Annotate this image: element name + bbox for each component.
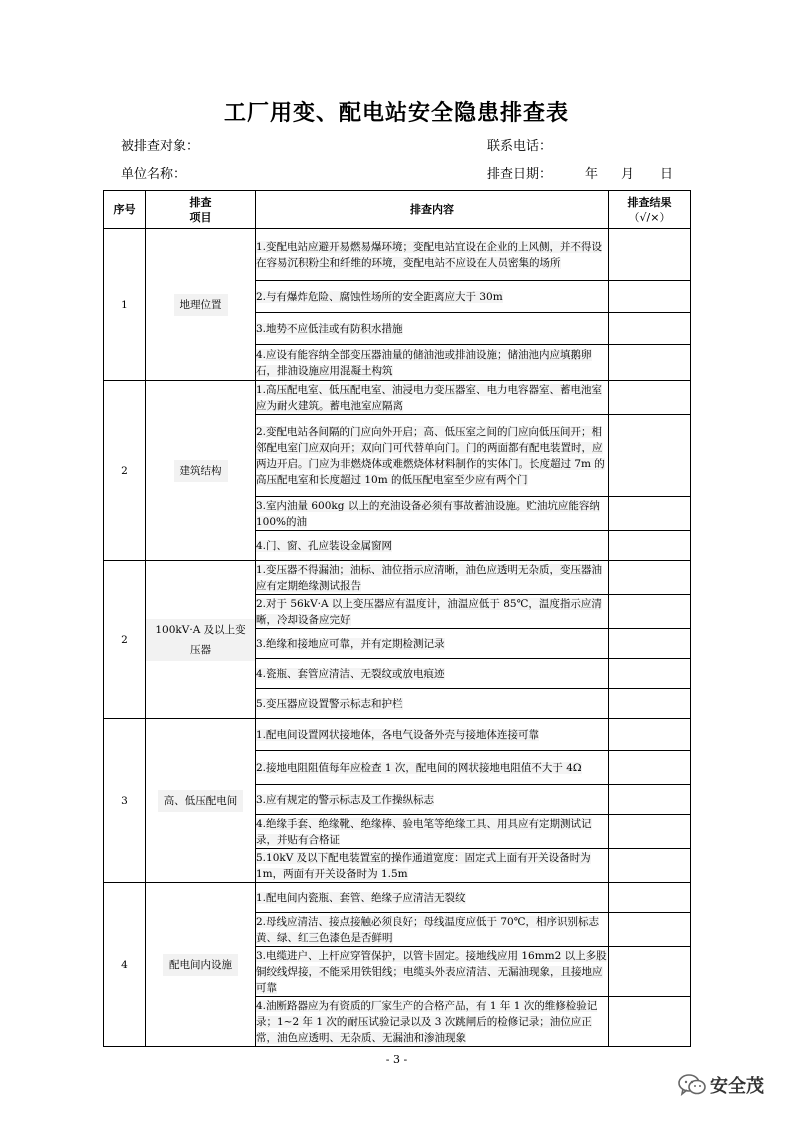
item-label: 建筑结构 — [174, 460, 228, 482]
result-cell[interactable] — [609, 281, 691, 313]
content-cell: 3.应有规定的警示标志及工作操纵标志 — [256, 785, 609, 815]
contact-label: 联系电话： — [487, 139, 553, 154]
content-cell: 5.变压器应设置警示标志和护栏 — [256, 689, 609, 719]
result-cell[interactable] — [609, 913, 691, 947]
result-cell[interactable] — [609, 415, 691, 497]
target-label: 被排查对象： — [121, 139, 200, 154]
item-label: 地理位置 — [174, 294, 228, 316]
content-cell: 2.变配电站各间隔的门应向外开启；高、低压室之间的门应向低压间开；相邻配电室门应双向开；双向门可代替单向门。门的两面都有配电装置时，应两边开启。门应为非燃烧体或难燃烧体材料制作的实体门。长度超过 7m 的高压配电室和长度超过 10m 的低压配电室至少应有两个门 — [256, 415, 609, 497]
header-seq: 序号 — [104, 191, 146, 229]
date-label: 排查日期： — [487, 167, 553, 182]
item-cell — [146, 561, 256, 719]
header-result-line2: （√/×） — [628, 210, 671, 224]
item-cell — [146, 883, 256, 1047]
content-cell: 1.配电间设置网状接地体，各电气设备外壳与接地体连接可靠 — [256, 719, 609, 751]
content-cell: 3.室内油量 600kg 以上的充油设备必须有事故蓄油设施。贮油坑应能容纳 100%的油 — [256, 497, 609, 531]
seq-cell: 2 — [104, 381, 146, 561]
page-number: - 3 - — [385, 1053, 408, 1066]
result-cell[interactable] — [609, 659, 691, 689]
content-cell: 1.变配电站应避开易燃易爆环境；变配电站宜设在企业的上风侧，并不得设在容易沉积粉尘和纤维的环境，变配电站不应设在人员密集的场所 — [256, 229, 609, 281]
result-cell[interactable] — [609, 345, 691, 381]
result-cell[interactable] — [609, 629, 691, 659]
content-cell: 2.对于 56kV·A 以上变压器应有温度计，油温应低于 85℃，温度指示应清晰，冷却设备应完好 — [256, 595, 609, 629]
item-cell — [146, 381, 256, 561]
content-cell: 2.接地电阻阻值每年应检查 1 次，配电间的网状接地电阻值不大于 4Ω — [256, 751, 609, 785]
seq-cell: 1 — [104, 229, 146, 381]
content-cell: 4.绝缘手套、绝缘靴、绝缘棒、验电笔等绝缘工具、用具应有定期测试记录，并贴有合格证 — [256, 815, 609, 849]
result-cell[interactable] — [609, 689, 691, 719]
item-label: 100kV·A 及以上变压器 — [146, 619, 255, 661]
header-item-line2: 项目 — [189, 210, 212, 224]
content-cell: 3.电缆进户、上杆应穿管保护，以管卡固定。接地线应用 16mm2 以上多股铜绞线焊接，不能采用铁钼线；电缆头外表应清洁、无漏油现象，且接地应可靠 — [256, 947, 609, 997]
content-cell: 3.绝缘和接地应可靠，并有定期检测记录 — [256, 629, 609, 659]
date-year: 年 — [585, 167, 599, 182]
item-label: 高、低压配电间 — [158, 790, 244, 812]
wechat-icon — [678, 1073, 706, 1097]
header-content: 排查内容 — [256, 191, 609, 229]
result-cell[interactable] — [609, 947, 691, 997]
result-cell[interactable] — [609, 815, 691, 849]
item-cell — [146, 719, 256, 883]
table-body — [104, 229, 691, 1047]
result-cell[interactable] — [609, 785, 691, 815]
result-cell[interactable] — [609, 849, 691, 883]
content-cell: 3.地势不应低洼或有防积水措施 — [256, 313, 609, 345]
content-cell: 5.10kV 及以下配电装置室的操作通道宽度：固定式上面有开关设备时为 1m，两面有开关设备时为 1.5m — [256, 849, 609, 883]
seq-cell: 3 — [104, 719, 146, 883]
inspection-table — [103, 190, 691, 1047]
result-cell[interactable] — [609, 381, 691, 415]
content-cell: 4.应设有能容纳全部变压器油量的储油池或排油设施；储油池内应填鹅卵石，排油设施应用混凝土构筑 — [256, 345, 609, 381]
result-cell[interactable] — [609, 497, 691, 531]
content-cell: 4.门、窗、孔应装设金属窗网 — [256, 531, 609, 561]
seq-cell: 4 — [104, 883, 146, 1047]
watermark — [678, 1072, 764, 1098]
item-cell — [146, 229, 256, 381]
unit-label: 单位名称： — [121, 167, 187, 182]
date-day: 日 — [660, 167, 674, 182]
content-cell: 4.油断路器应为有资质的厂家生产的合格产品，有 1 年 1 次的维修检验记录；1~2 年 1 次的耐压试验记录以及 3 次跳闸后的检修记录；油位应正常，油色应透明、无杂质、无漏油和渗油现象 — [256, 997, 609, 1047]
page-title: 工厂用变、配电站安全隐患排查表 — [223, 101, 569, 126]
seq-cell: 2 — [104, 561, 146, 719]
content-cell: 1.变压器不得漏油；油标、油位指示应清晰，油色应透明无杂质，变压器油应有定期绝缘测试报告 — [256, 561, 609, 595]
result-cell[interactable] — [609, 531, 691, 561]
content-cell: 2.与有爆炸危险、腐蚀性场所的安全距离应大于 30m — [256, 281, 609, 313]
result-cell[interactable] — [609, 561, 691, 595]
header-item — [146, 191, 256, 229]
date-month: 月 — [621, 167, 635, 182]
result-cell[interactable] — [609, 883, 691, 913]
content-cell: 1.高压配电室、低压配电室、油浸电力变压器室、电力电容器室、蓄电池室应为耐火建筑。蓄电池室应隔离 — [256, 381, 609, 415]
header-item-line1: 排查 — [189, 195, 212, 209]
header-result-line1: 排查结果 — [627, 195, 672, 209]
result-cell[interactable] — [609, 719, 691, 751]
result-cell[interactable] — [609, 229, 691, 281]
item-label: 配电间内设施 — [163, 954, 238, 976]
result-cell[interactable] — [609, 595, 691, 629]
watermark-text: 安全茂 — [710, 1076, 764, 1097]
result-cell[interactable] — [609, 313, 691, 345]
content-cell: 2.母线应清洁、接点接触必须良好；母线温度应低于 70℃，相序识别标志黄、绿、红三色漆色是否鲜明 — [256, 913, 609, 947]
result-cell[interactable] — [609, 751, 691, 785]
header-result — [609, 191, 691, 229]
result-cell[interactable] — [609, 997, 691, 1047]
content-cell: 4.瓷瓶、套管应清洁、无裂纹或放电痕迹 — [256, 659, 609, 689]
content-cell: 1.配电间内瓷瓶、套管、绝缘子应清洁无裂纹 — [256, 883, 609, 913]
